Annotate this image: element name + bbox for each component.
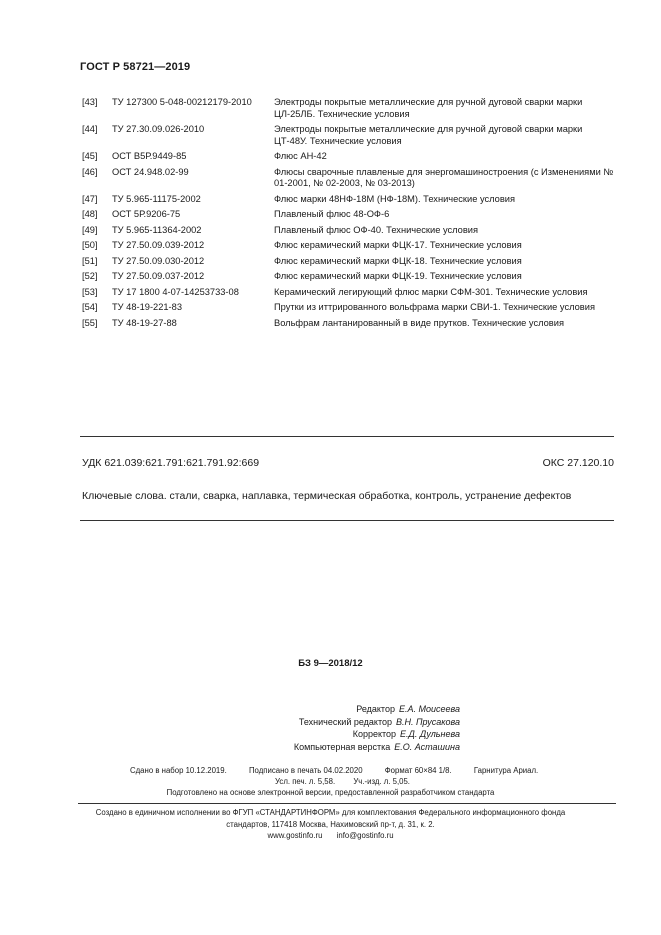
reference-title: Вольфрам лантанированный в виде прутков. Технические условия (274, 317, 564, 328)
reference-number: [43] (82, 97, 98, 107)
reference-number: [45] (82, 151, 98, 161)
publisher-footer (0, 807, 661, 842)
typeface: Гарнитура Ариал. (473, 766, 539, 775)
staff-name: В.Н. Прусакова (396, 716, 460, 727)
staff-name: Е.А. Моисеева (398, 704, 460, 714)
reference-item (82, 240, 617, 252)
reference-number: [47] (82, 193, 98, 204)
staff-name: Е.О. Асташина (394, 741, 460, 752)
email-link[interactable]: info@gostinfo.ru (336, 831, 394, 840)
staff-role: Компьютерная верстка (293, 741, 391, 752)
reference-code: ОСТ В5Р.9449-85 (112, 151, 187, 161)
reference-title: Электроды покрытые металлические для ручной дуговой сварки марки ЦТ-48У. Технические условия (274, 124, 583, 146)
reference-item (82, 97, 617, 120)
reference-item (82, 225, 617, 237)
reference-title: Электроды покрытые металлические для ручной дуговой сварки марки ЦЛ-25ЛБ. Технические условия (274, 97, 583, 119)
footer-divider (78, 803, 616, 804)
reference-code: ТУ 48-19-27-88 (112, 317, 177, 328)
reference-title: Плавленый флюс 48-ОФ-6 (274, 209, 390, 219)
reference-title: Флюс марки 48НФ-18М (НФ-18М). Технические условия (274, 193, 516, 204)
staff-row (200, 741, 460, 754)
reference-item (82, 287, 617, 299)
reference-title: Флюс АН-42 (274, 151, 327, 161)
document-header: ГОСТ Р 58721—2019 (80, 61, 191, 73)
bz-code: БЗ 9—2018/12 (298, 658, 363, 669)
staff-row (200, 703, 460, 716)
reference-item (82, 151, 617, 163)
reference-item (82, 194, 617, 206)
staff-row (200, 728, 460, 741)
staff-role: Технический редактор (298, 716, 392, 727)
reference-number: [55] (82, 317, 98, 328)
reference-title: Флюсы сварочные плавленые для энергомашиностроения (с Изменениями № 01-2001, № 02-2003, № 03-2013) (274, 166, 614, 188)
reference-title: Прутки из иттрированного вольфрама марки СВИ-1. Технические условия (274, 302, 595, 312)
reference-item (82, 124, 617, 147)
reference-item (82, 318, 617, 330)
footer-line-1: Создано в единичном исполнении во ФГУП «СТАНДАРТИНФОРМ» для комплектования Федерального информационного фонда (95, 808, 566, 817)
reference-code: ТУ 17 1800 4-07-14253733-08 (112, 286, 239, 297)
reference-item (82, 271, 617, 283)
reference-item (82, 167, 617, 190)
print-sheets: Усл. печ. л. 5,58. (275, 777, 336, 786)
reference-code: ТУ 27.30.09.026-2010 (112, 124, 205, 134)
reference-number: [50] (82, 240, 98, 250)
reference-code: ТУ 48-19-221-83 (112, 302, 182, 312)
divider-top (80, 436, 614, 437)
paper-format: Формат 60×84 1/8. (384, 766, 452, 775)
reference-number: [48] (82, 209, 98, 219)
reference-code: ТУ 27.50.09.037-2012 (112, 271, 205, 281)
printing-line-2 (275, 776, 426, 787)
references-list (82, 97, 617, 333)
staff-row (200, 716, 460, 729)
reference-title: Плавленый флюс ОФ-40. Технические условия (274, 224, 478, 235)
signed-date: Подписано в печать 04.02.2020 (248, 766, 363, 775)
reference-code: ТУ 127300 5-048-00212179-2010 (112, 97, 252, 107)
publisher-sheets: Уч.-изд. л. 5,05. (353, 777, 410, 786)
reference-code: ОСТ 5Р.9206-75 (112, 209, 181, 219)
reference-number: [52] (82, 271, 98, 281)
reference-number: [44] (82, 124, 98, 134)
preparation-note: Подготовлено на основе электронной версии, предоставленной разработчиком стандарта (166, 788, 495, 797)
reference-title: Флюс керамический марки ФЦК-17. Технические условия (274, 240, 522, 250)
reference-code: ТУ 27.50.09.039-2012 (112, 240, 205, 250)
reference-item (82, 302, 617, 314)
udk-code: УДК 621.039:621.791:621.791.92:669 (82, 457, 260, 469)
staff-role: Корректор (352, 729, 397, 739)
website-link[interactable]: www.gostinfo.ru (267, 831, 323, 840)
reference-code: ТУ 5.965-11364-2002 (112, 224, 202, 235)
reference-code: ТУ 27.50.09.030-2012 (112, 255, 205, 266)
reference-code: ТУ 5.965-11175-2002 (112, 193, 201, 204)
reference-number: [54] (82, 302, 98, 312)
keywords-line: Ключевые слова. стали, сварка, наплавка, термическая обработка, контроль, устранение дефектов (82, 490, 572, 502)
reference-item (82, 209, 617, 221)
reference-number: [51] (82, 255, 98, 266)
submitted-date: Сдано в набор 10.12.2019. (130, 766, 227, 775)
footer-line-2: стандартов, 117418 Москва, Нахимовский пр-т, д. 31, к. 2. (226, 819, 435, 829)
reference-number: [46] (82, 166, 98, 177)
reference-title: Флюс керамический марки ФЦК-18. Технические условия (274, 255, 522, 266)
staff-name: Е.Д. Дульнева (400, 729, 460, 739)
divider-bottom (80, 520, 614, 521)
reference-number: [53] (82, 286, 98, 297)
footer-links (0, 830, 661, 842)
oks-code: ОКС 27.120.10 (542, 457, 614, 469)
reference-item (82, 256, 617, 268)
reference-code: ОСТ 24.948.02-99 (112, 166, 189, 177)
reference-number: [49] (82, 224, 98, 235)
reference-title: Керамический легирующий флюс марки СФМ-301. Технические условия (274, 286, 588, 297)
staff-role: Редактор (356, 704, 395, 714)
reference-title: Флюс керамический марки ФЦК-19. Технические условия (274, 271, 522, 281)
staff-credits (200, 703, 460, 753)
printing-line-1 (130, 765, 558, 776)
